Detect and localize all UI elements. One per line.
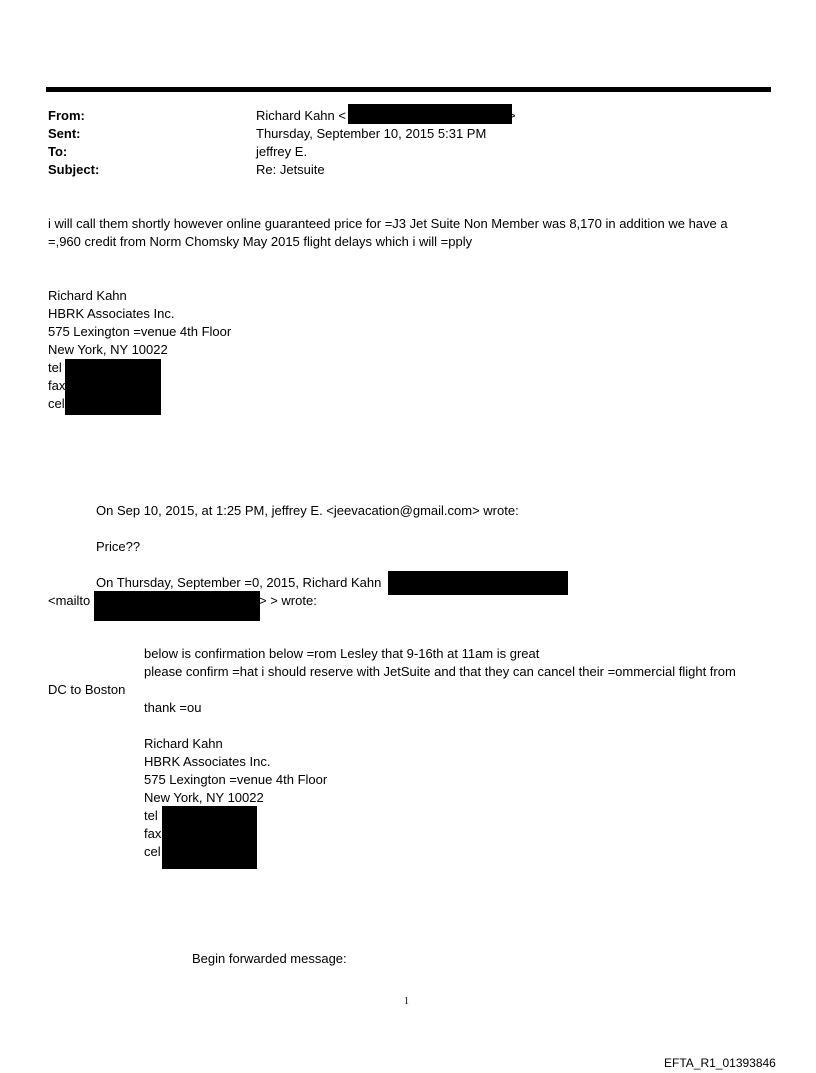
redaction-sig2-phones: [162, 806, 257, 869]
subject-label: Subject:: [48, 162, 100, 177]
sig1-company: HBRK Associates Inc.: [48, 306, 175, 321]
body-line-2: =,960 credit from Norm Chomsky May 2015 flight delays which i will =pply: [48, 234, 473, 249]
redaction-sig1-phones: [65, 359, 161, 415]
body-line-1: i will call them shortly however online guaranteed price for =J3 Jet Suite Non Member was 8,170 in addition we have a: [48, 216, 728, 231]
sent-label: Sent:: [48, 126, 81, 141]
from-close: >: [508, 108, 516, 123]
quoted1-mailto-prefix: <mailto: [48, 593, 91, 608]
to-value: jeffrey E.: [256, 144, 308, 159]
header-rule: [46, 87, 771, 92]
sent-value: Thursday, September 10, 2015 5:31 PM: [256, 126, 487, 141]
sig2-fax: fax: [144, 826, 162, 841]
sig2-address: 575 Lexington =venue 4th Floor: [144, 772, 328, 787]
sig1-city: New York, NY 10022: [48, 342, 168, 357]
sig2-company: HBRK Associates Inc.: [144, 754, 271, 769]
sig1-name: Richard Kahn: [48, 288, 127, 303]
redaction-mailto: [94, 591, 260, 621]
subject-value: Re: Jetsuite: [256, 162, 325, 177]
to-label: To:: [48, 144, 68, 159]
quoted1-mailto-suffix: > > wrote:: [259, 593, 317, 608]
document-id: EFTA_R1_01393846: [664, 1056, 776, 1070]
sig2-name: Richard Kahn: [144, 736, 223, 751]
page-number: 1: [404, 996, 409, 1007]
sig2-cel: cel: [144, 844, 161, 859]
quoted2-thanks: thank =ou: [144, 700, 202, 715]
quoted1-text: Price??: [96, 539, 141, 554]
quoted1-intro2: On Thursday, September =0, 2015, Richard Kahn: [96, 575, 382, 590]
quoted1-intro: On Sep 10, 2015, at 1:25 PM, jeffrey E. <jeevacation@gmail.com> wrote:: [96, 503, 519, 518]
sig1-fax: fax: [48, 378, 66, 393]
from-value: Richard Kahn <: [256, 108, 346, 123]
sig2-city: New York, NY 10022: [144, 790, 264, 805]
from-label: From:: [48, 108, 85, 123]
quoted2-line-3: DC to Boston: [48, 682, 126, 697]
sig1-address: 575 Lexington =venue 4th Floor: [48, 324, 232, 339]
redaction-quoted-email: [388, 571, 568, 595]
quoted2-line-1: below is confirmation below =rom Lesley that 9-16th at 11am is great: [144, 646, 540, 661]
forwarded-message-label: Begin forwarded message:: [192, 951, 347, 966]
sig1-tel: tel: [48, 360, 62, 375]
sig1-cel: cel: [48, 396, 65, 411]
redaction-from-email: [348, 104, 512, 124]
quoted2-line-2: please confirm =hat i should reserve with JetSuite and that they can cancel their =ommercial flight from: [144, 664, 736, 679]
sig2-tel: tel: [144, 808, 158, 823]
